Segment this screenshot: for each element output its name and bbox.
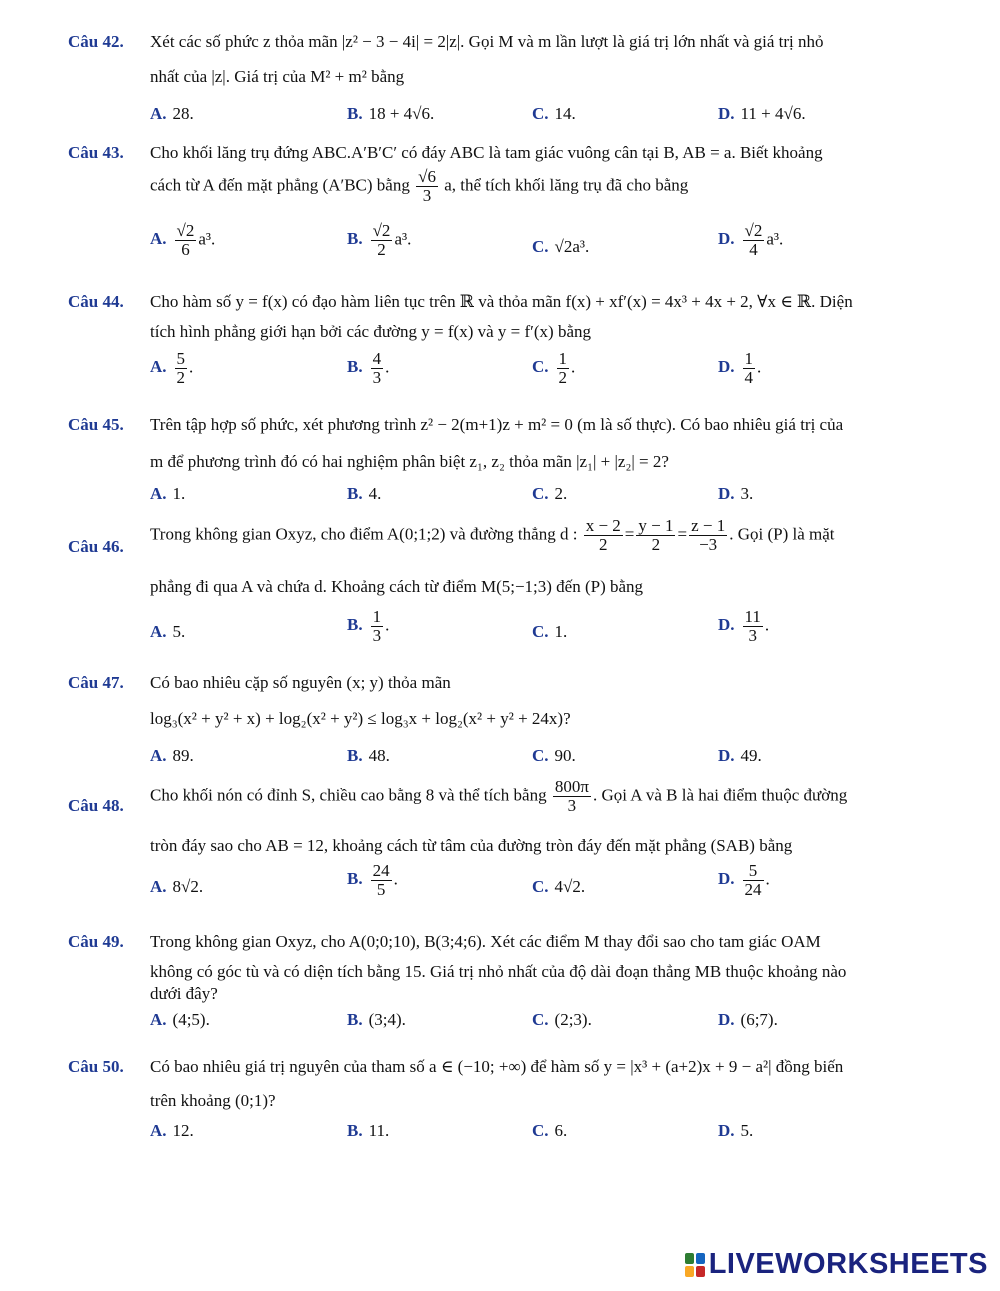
option-b[interactable]: B. $\frac{24}{5}$ . bbox=[347, 861, 398, 899]
option-b[interactable]: B. $\frac{4}{3}$ . bbox=[347, 349, 390, 387]
question-text: cách từ A đến mặt phẳng (A′BC) bằng $\frac{√6}{3}$ a, thể tích khối lăng trụ đã cho bằng bbox=[150, 167, 689, 205]
question-text: dưới đây? bbox=[150, 984, 218, 1003]
option-c[interactable]: C. 2. bbox=[532, 484, 568, 503]
option-b[interactable]: B. 48. bbox=[347, 746, 390, 765]
question-number: Câu 45. bbox=[68, 415, 124, 434]
option-d[interactable]: D. 3. bbox=[718, 484, 754, 503]
option-d[interactable]: D. 49. bbox=[718, 746, 762, 765]
question-number: Câu 43. bbox=[68, 143, 124, 162]
option-c[interactable]: C. 14. bbox=[532, 104, 576, 123]
option-c[interactable]: C. 90. bbox=[532, 746, 576, 765]
question-text: Trong không gian Oxyz, cho A(0;0;10), B(3;4;6). Xét các điểm M thay đổi sao cho tam giác OAM bbox=[150, 932, 821, 951]
option-b[interactable]: B. $\frac{1}{3}$ . bbox=[347, 607, 390, 645]
option-c[interactable]: C. $\frac{1}{2}$ . bbox=[532, 349, 576, 387]
option-b[interactable]: B. (3;4). bbox=[347, 1010, 406, 1029]
question-number: Câu 44. bbox=[68, 292, 124, 311]
option-a[interactable]: A. $\frac{5}{2}$ . bbox=[150, 349, 194, 387]
option-a[interactable]: A. 28. bbox=[150, 104, 194, 123]
option-d[interactable]: D. $\frac{1}{4}$ . bbox=[718, 349, 762, 387]
question-text: m để phương trình đó có hai nghiệm phân biệt z₁, z₂ thỏa mãn |z₁| + |z₂| = 2? bbox=[150, 452, 669, 471]
option-d[interactable]: D. $\frac{5}{24}$ . bbox=[718, 861, 770, 899]
question-number: Câu 46. bbox=[68, 537, 124, 556]
question-number: Câu 47. bbox=[68, 673, 124, 692]
question-text: log₃(x² + y² + x) + log₂(x² + y²) ≤ log₃x + log₂(x² + y² + 24x)? bbox=[150, 709, 571, 728]
option-d[interactable]: D. (6;7). bbox=[718, 1010, 778, 1029]
question-text: tích hình phẳng giới hạn bởi các đường y = f(x) và y = f′(x) bằng bbox=[150, 322, 591, 341]
option-b[interactable]: B. 11. bbox=[347, 1121, 390, 1140]
question-text: Trên tập hợp số phức, xét phương trình z² − 2(m+1)z + m² = 0 (m là số thực). Có bao nhiêu giá trị của bbox=[150, 415, 844, 434]
option-a[interactable]: A. 8√2. bbox=[150, 877, 204, 896]
question-text: Cho khối lăng trụ đứng ABC.A′B′C′ có đáy ABC là tam giác vuông cân tại B, AB = a. Biết khoảng bbox=[150, 143, 823, 162]
question-number: Câu 48. bbox=[68, 796, 124, 815]
option-b[interactable]: B. 18 + 4√6. bbox=[347, 104, 435, 123]
question-text: không có góc tù và có diện tích bằng 15. Giá trị nhỏ nhất của độ dài đoạn thẳng MB thuộc khoảng nào bbox=[150, 962, 847, 981]
brand-name: LIVEWORKSHEETS bbox=[708, 1248, 988, 1280]
option-a[interactable]: A. (4;5). bbox=[150, 1010, 210, 1029]
question-text: Cho khối nón có đỉnh S, chiều cao bằng 8 và thể tích bằng $\frac{800\pi}{3}$ . Gọi A và B là hai điểm thuộc đường bbox=[150, 777, 848, 815]
option-a[interactable]: A. 89. bbox=[150, 746, 194, 765]
question-text: Cho hàm số y = f(x) có đạo hàm liên tục trên ℝ và thỏa mãn f(x) + xf′(x) = 4x³ + 4x + 2, ∀x ∈ ℝ. Diện bbox=[150, 292, 853, 311]
question-text: nhất của |z|. Giá trị của M² + m² bằng bbox=[150, 67, 405, 86]
question-text: phẳng đi qua A và chứa d. Khoảng cách từ điểm M(5;−1;3) đến (P) bằng bbox=[150, 577, 644, 596]
option-a[interactable]: A. 1. bbox=[150, 484, 186, 503]
option-c[interactable]: C. 4√2. bbox=[532, 877, 586, 896]
option-b[interactable]: B. 4. bbox=[347, 484, 382, 503]
footer-logo bbox=[685, 1248, 988, 1281]
option-d[interactable]: D. $\frac{11}{3}$ . bbox=[718, 607, 770, 645]
question-text: Trong không gian Oxyz, cho điểm A(0;1;2) và đường thẳng d : $\frac{x - 2}{2}$ = $\frac{y - 1}{2}$ = $\frac{z - 1}{-3}$ . Gọi (P) là mặt bbox=[150, 516, 835, 554]
option-c[interactable]: C. 6. bbox=[532, 1121, 568, 1140]
option-c[interactable]: C. √2a³. bbox=[532, 237, 590, 256]
option-d[interactable]: D. 5. bbox=[718, 1121, 754, 1140]
question-number: Câu 42. bbox=[68, 32, 124, 51]
option-c[interactable]: C. 1. bbox=[532, 622, 568, 641]
liveworksheets-logo-icon bbox=[685, 1253, 705, 1277]
question-text: trên khoảng (0;1)? bbox=[150, 1091, 276, 1110]
question-text: tròn đáy sao cho AB = 12, khoảng cách từ tâm của đường tròn đáy đến mặt phẳng (SAB) bằng bbox=[150, 836, 793, 855]
option-a[interactable]: A. $\frac{√2}{6}$ a³. bbox=[150, 221, 216, 259]
question-text: Có bao nhiêu giá trị nguyên của tham số a ∈ (−10; +∞) để hàm số y = |x³ + (a+2)x + 9 − a²| đồng biến bbox=[150, 1057, 844, 1076]
fraction: $\frac{√6}{3}$ bbox=[418, 167, 436, 205]
question-number: Câu 50. bbox=[68, 1057, 124, 1076]
option-d[interactable]: D. 11 + 4√6. bbox=[718, 104, 806, 123]
option-d[interactable]: D. $\frac{√2}{4}$ a³. bbox=[718, 221, 784, 259]
option-a[interactable]: A. 5. bbox=[150, 622, 186, 641]
question-text: Có bao nhiêu cặp số nguyên (x; y) thỏa mãn bbox=[150, 673, 451, 692]
question-text: Xét các số phức z thỏa mãn |z² − 3 − 4i| = 2|z|. Gọi M và m lần lượt là giá trị lớn nhất và giá trị nhỏ bbox=[150, 32, 824, 51]
question-number: Câu 49. bbox=[68, 932, 124, 951]
option-b[interactable]: B. $\frac{√2}{2}$ a³. bbox=[347, 221, 412, 259]
option-a[interactable]: A. 12. bbox=[150, 1121, 194, 1140]
option-c[interactable]: C. (2;3). bbox=[532, 1010, 592, 1029]
